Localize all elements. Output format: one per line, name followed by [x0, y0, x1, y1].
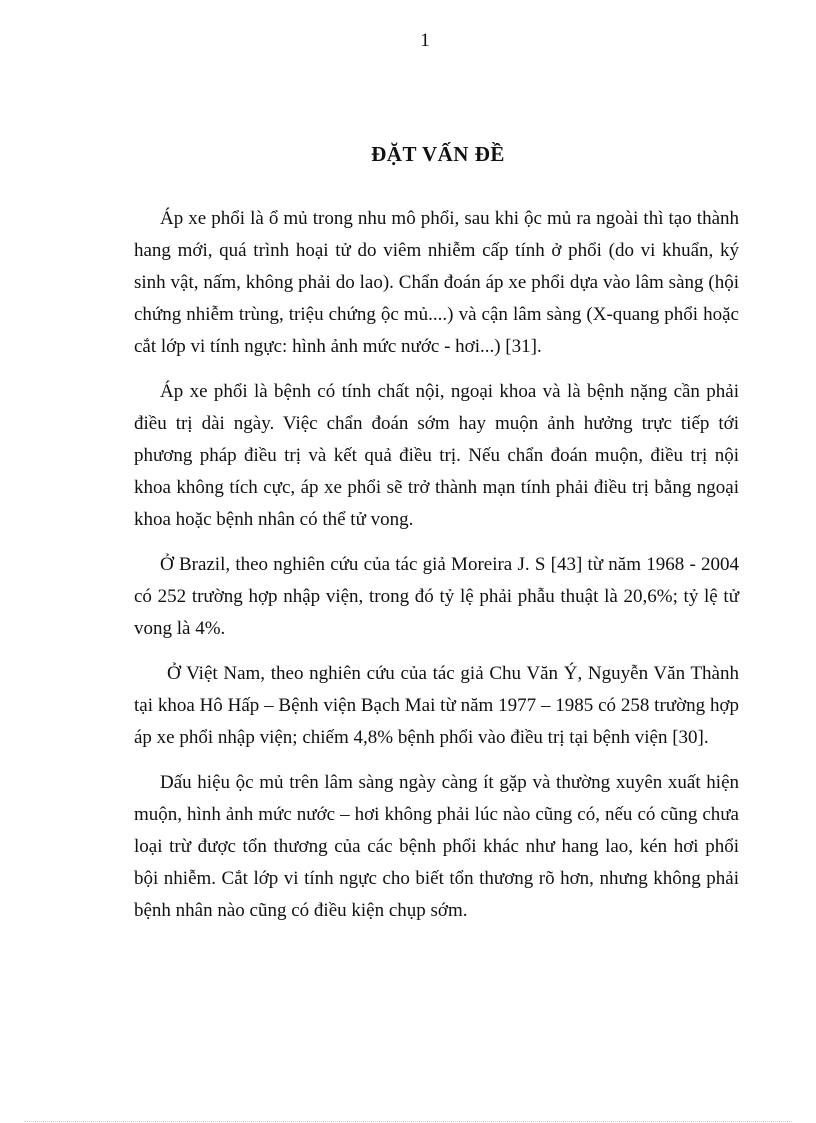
- paragraph-vietnam-study: Ở Việt Nam, theo nghiên cứu của tác giả Chu Văn Ý, Nguyễn Văn Thành tại khoa Hô Hấp – Bệnh viện Bạch Mai từ năm 1977 – 1985 có 258 trường hợp áp xe phổi nhập viện; chiếm 4,8% bệnh phổi vào điều trị tại bệnh viện [30].: [134, 663, 739, 748]
- document-body: [134, 203, 739, 940]
- paragraph-intro: Áp xe phổi là ổ mủ trong nhu mô phổi, sau khi ộc mủ ra ngoài thì tạo thành hang mới, quá trình hoại tử do viêm nhiễm cấp tính ở phổi (do vi khuẩn, ký sinh vật, nấm, không phải do lao). Chẩn đoán áp xe phổi dựa vào lâm sàng (hội chứng nhiễm trùng, triệu chứng ộc mủ....) và cận lâm sàng (X-quang phổi hoặc cắt lớp vi tính ngực: hình ảnh mức nước - hơi...) [31].: [134, 208, 739, 357]
- page-number: 1: [420, 30, 430, 51]
- page-title: ĐẶT VẤN ĐỀ: [371, 142, 505, 166]
- paragraph-severity: Áp xe phổi là bệnh có tính chất nội, ngoại khoa và là bệnh nặng cần phải điều trị dài ngày. Việc chẩn đoán sớm hay muộn ảnh hưởng trực tiếp tới phương pháp điều trị và kết quả điều trị. Nếu chẩn đoán muộn, điều trị nội khoa không tích cực, áp xe phổi sẽ trở thành mạn tính phải điều trị bằng ngoại khoa hoặc bệnh nhân có thể tử vong.: [134, 381, 739, 530]
- paragraph-diagnosis-challenges: Dấu hiệu ộc mủ trên lâm sàng ngày càng ít gặp và thường xuyên xuất hiện muộn, hình ảnh mức nước – hơi không phải lúc nào cũng có, nếu có cũng chưa loại trừ được tổn thương của các bệnh phổi khác như hang lao, kén hơi phổi bội nhiễm. Cắt lớp vi tính ngực cho biết tổn thương rõ hơn, nhưng không phải bệnh nhân nào cũng có điều kiện chụp sớm.: [134, 772, 739, 921]
- page-bottom-divider: [24, 1121, 792, 1122]
- paragraph-brazil-study: Ở Brazil, theo nghiên cứu của tác giả Moreira J. S [43] từ năm 1968 - 2004 có 252 trường hợp nhập viện, trong đó tỷ lệ phải phẫu thuật là 20,6%; tỷ lệ tử vong là 4%.: [134, 554, 739, 639]
